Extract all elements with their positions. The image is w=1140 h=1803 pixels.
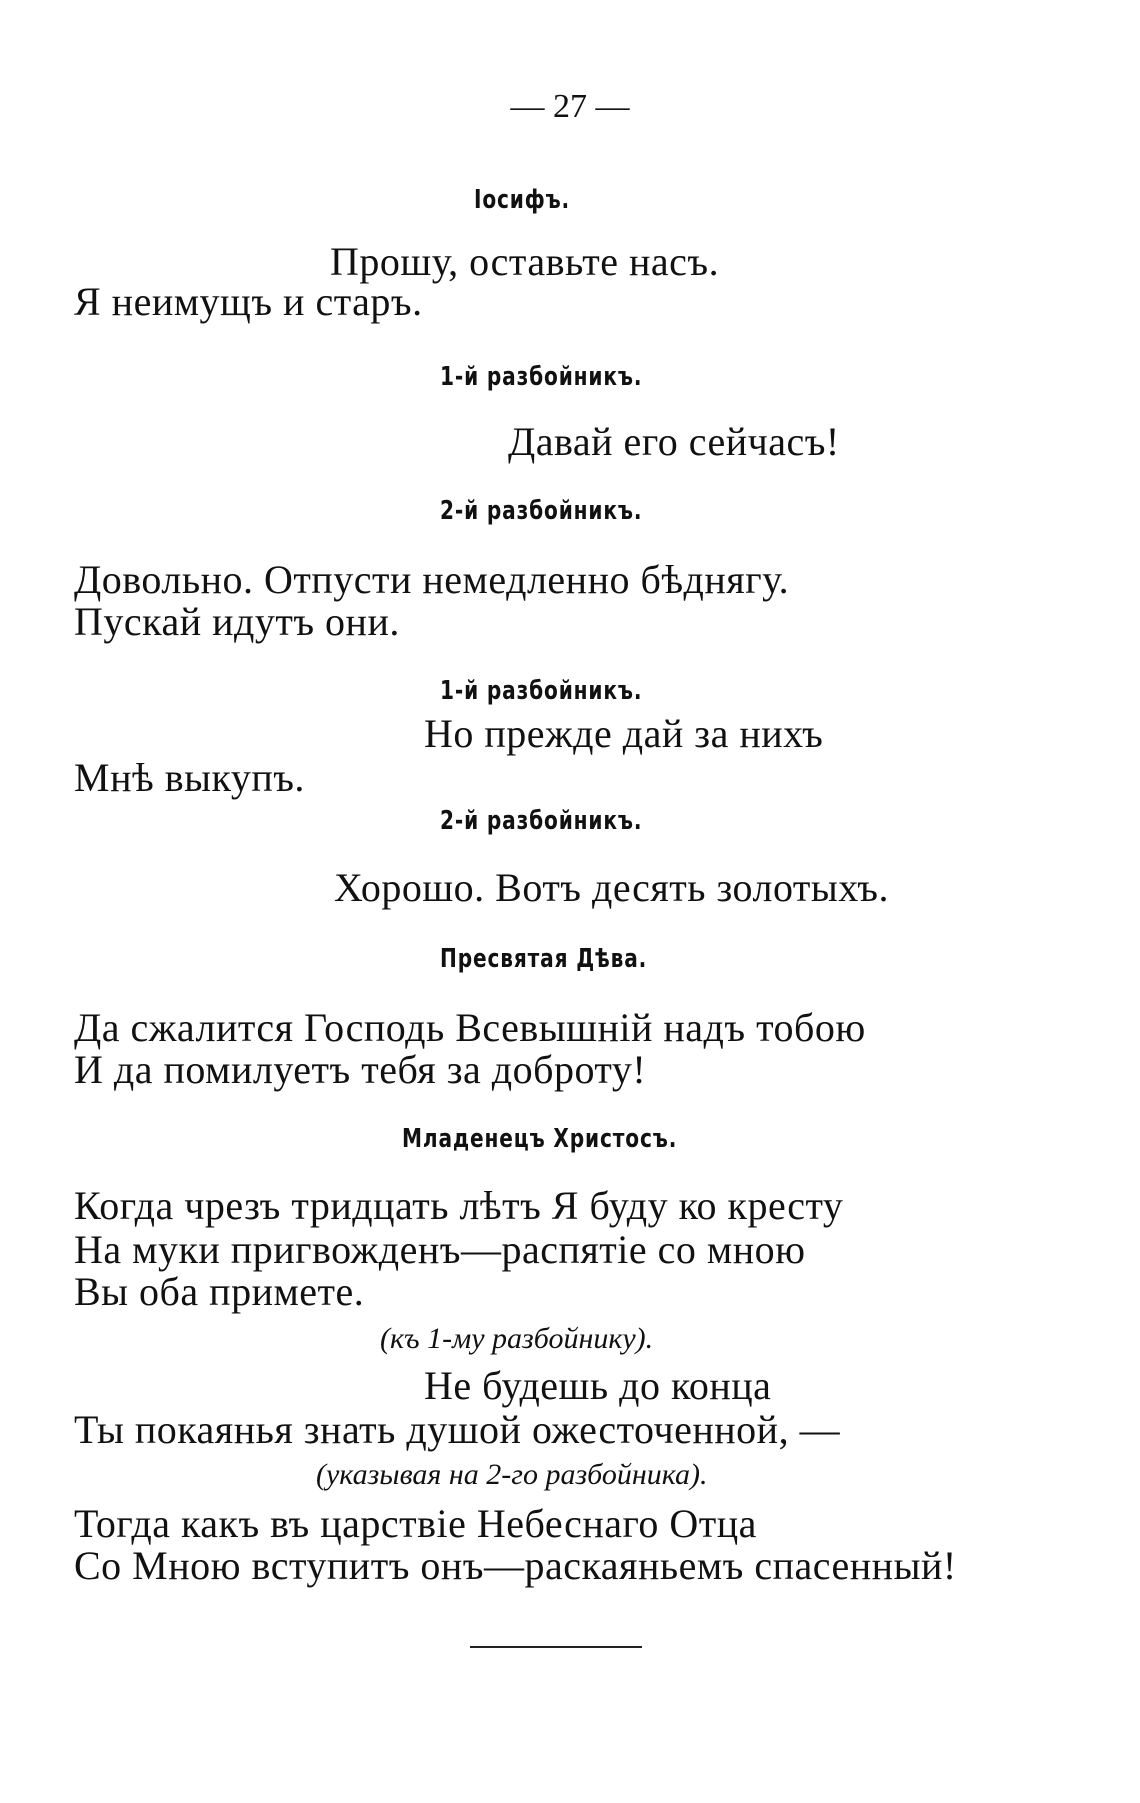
verse-line: Мнѣ выкупъ. (74, 755, 305, 800)
verse-line: Я неимущъ и старъ. (74, 279, 423, 324)
verse-line: Со Мною вступитъ онъ—раскаяньемъ спасенный! (74, 1543, 957, 1588)
verse-line: И да помилуетъ тебя за доброту! (74, 1047, 647, 1092)
verse-line: Не будешь до конца (424, 1363, 772, 1408)
speaker-robber-1: 1-й разбойникъ. (440, 362, 643, 392)
stage-direction: (указывая на 2-го разбойника). (316, 1458, 708, 1491)
verse-line: Давай его сейчасъ! (508, 419, 840, 464)
speaker-robber-2: 2-й разбойникъ. (440, 496, 643, 526)
verse-line: Тогда какъ въ царствіе Небеснаго Отца (74, 1501, 757, 1546)
speaker-christ-child: Младенецъ Христосъ. (402, 1124, 678, 1154)
speaker-iosif: Іосифъ. (474, 185, 571, 215)
verse-line: Но прежде дай за нихъ (424, 711, 824, 756)
speaker-robber-1: 1-й разбойникъ. (440, 676, 643, 706)
verse-line: Прошу, оставьте насъ. (330, 239, 720, 284)
verse-line: Пускай идутъ они. (74, 599, 400, 644)
verse-line: Да сжалится Господь Всевышній надъ тобою (74, 1005, 866, 1050)
verse-line: Хорошо. Вотъ десять золотыхъ. (334, 865, 889, 910)
verse-line: Вы оба примете. (74, 1269, 365, 1314)
end-rule (470, 1646, 642, 1648)
verse-line: Довольно. Отпусти немедленно бѣднягу. (74, 557, 790, 602)
page-number: — 27 — (510, 88, 630, 125)
verse-line: Ты покаянья знать душой ожесточенной, — (74, 1407, 841, 1452)
speaker-virgin: Пресвятая Дѣва. (440, 944, 648, 974)
speaker-robber-2: 2-й разбойникъ. (440, 806, 643, 836)
verse-line: Когда чрезъ тридцать лѣтъ Я буду ко кресту (74, 1183, 844, 1228)
stage-direction: (къ 1-му разбойнику). (380, 1322, 654, 1355)
verse-line: На муки пригвожденъ—распятіе со мною (74, 1227, 806, 1272)
